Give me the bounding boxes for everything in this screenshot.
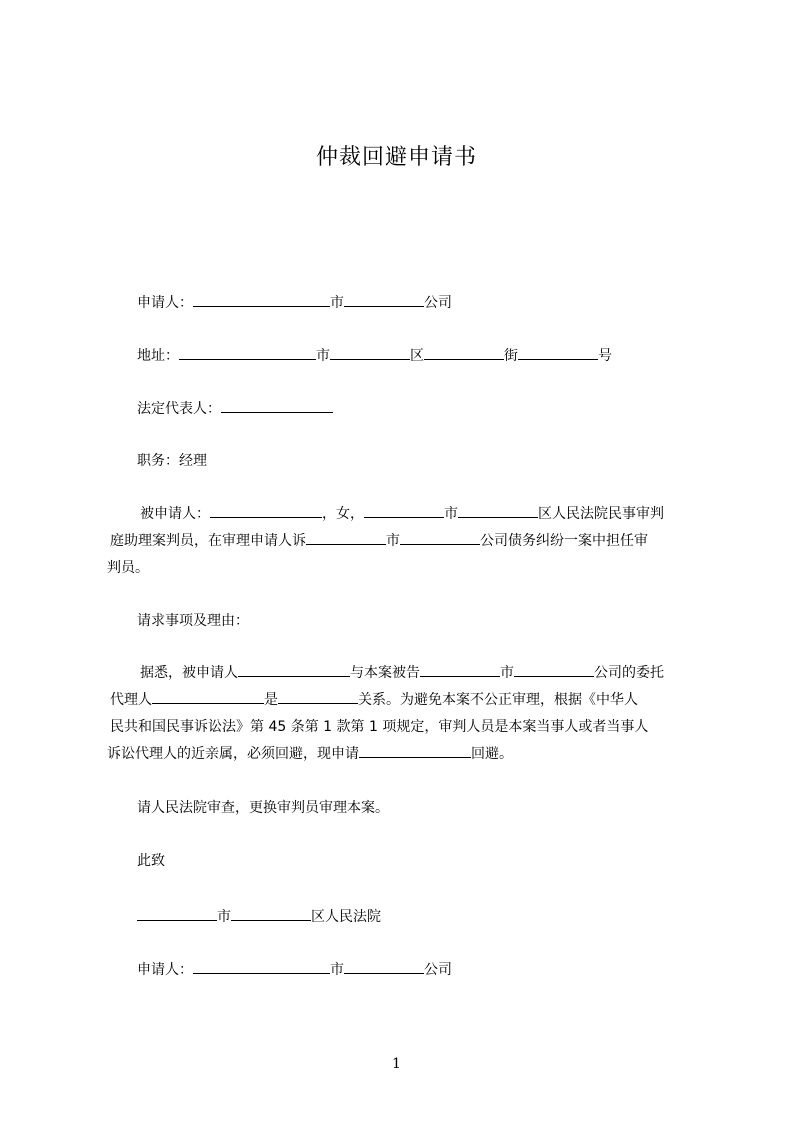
address-city-suffix: 市 — [316, 348, 330, 364]
reason2-a: 代理人 — [110, 692, 152, 708]
defendant-city-suffix: 市 — [500, 665, 514, 681]
legal-rep-line — [137, 397, 333, 419]
position-line: 职务：经理 — [137, 453, 207, 469]
respondent-line-2 — [110, 527, 648, 555]
address-number-blank[interactable] — [518, 344, 598, 360]
relationship-blank[interactable] — [278, 688, 358, 704]
petition-line: 请人民法院审查，更换审判员审理本案。 — [137, 800, 389, 816]
court-line — [137, 905, 381, 927]
number-suffix: 号 — [598, 348, 612, 364]
applicant-line — [137, 291, 452, 313]
company-suffix: 公司 — [424, 295, 452, 311]
closing-applicant-label: 申请人： — [137, 962, 193, 978]
salutation: 此致 — [137, 853, 165, 869]
street-suffix: 街 — [504, 348, 518, 364]
district-suffix: 区 — [410, 348, 424, 364]
agent-name-blank[interactable] — [152, 688, 264, 704]
court-city-blank[interactable] — [137, 905, 217, 921]
reason4-a: 诉讼代理人的近亲属，必须回避，现申请 — [107, 746, 359, 762]
respondent-label: 被申请人： — [140, 506, 210, 522]
recuse-target-blank[interactable] — [359, 742, 471, 758]
legal-rep-label: 法定代表人： — [137, 401, 221, 417]
respondent-line2-b: 公司债务纠纷一案中担任审 — [480, 533, 648, 549]
document-title: 仲裁回避申请书 — [315, 145, 477, 170]
applicant-company-blank[interactable] — [344, 291, 424, 307]
case-city-suffix: 市 — [386, 533, 400, 549]
closing-applicant-line — [137, 958, 452, 980]
page-number: 1 — [392, 1056, 401, 1072]
closing-city-blank[interactable] — [193, 958, 330, 974]
address-line — [137, 344, 612, 366]
closing-company-blank[interactable] — [344, 958, 424, 974]
defendant-city-blank[interactable] — [420, 661, 500, 677]
city-suffix: 市 — [330, 295, 344, 311]
reason-b: 与本案被告 — [350, 665, 420, 681]
respondent-city-blank[interactable] — [364, 502, 444, 518]
reason-a: 据悉，被申请人 — [140, 665, 238, 681]
request-heading: 请求事项及理由： — [137, 613, 249, 629]
address-city-blank[interactable] — [179, 344, 316, 360]
respondent-line-1 — [140, 500, 664, 528]
respondent-line-3: 判员。 — [107, 560, 149, 576]
applicant-label: 申请人： — [137, 295, 193, 311]
reason2-c: 关系。为避免本案不公正审理，根据《中华人 — [358, 692, 638, 708]
case-city-blank[interactable] — [306, 529, 386, 545]
defendant-company-blank[interactable] — [514, 661, 594, 677]
court-city-suffix: 市 — [217, 909, 231, 925]
address-district-blank[interactable] — [330, 344, 410, 360]
respondent-court-blank[interactable] — [458, 502, 538, 518]
legal-rep-blank[interactable] — [221, 397, 333, 413]
reason-line-3: 民共和国民事诉讼法》第 45 条第 1 款第 1 项规定，审判人员是本案当事人或者当事人 — [110, 719, 649, 735]
reason-line-4 — [107, 740, 513, 768]
court-suffix: 区人民法院 — [311, 909, 381, 925]
reason-c: 公司的委托 — [594, 665, 664, 681]
respondent-court-tail: 区人民法院民事审判 — [538, 506, 664, 522]
closing-company-suffix: 公司 — [424, 962, 452, 978]
reason2-b: 是 — [264, 692, 278, 708]
respondent-line2-a: 庭助理案判员，在审理申请人诉 — [110, 533, 306, 549]
address-label: 地址： — [137, 348, 179, 364]
closing-city-suffix: 市 — [330, 962, 344, 978]
reason4-b: 回避。 — [471, 746, 513, 762]
address-street-blank[interactable] — [424, 344, 504, 360]
respondent-gender: ，女， — [322, 506, 364, 522]
case-company-blank[interactable] — [400, 529, 480, 545]
reason-respondent-blank[interactable] — [238, 661, 350, 677]
respondent-name-blank[interactable] — [210, 502, 322, 518]
reason-line-1 — [140, 659, 664, 687]
applicant-city-blank[interactable] — [193, 291, 330, 307]
respondent-city-suffix: 市 — [444, 506, 458, 522]
court-district-blank[interactable] — [231, 905, 311, 921]
reason-line-2 — [110, 686, 638, 714]
